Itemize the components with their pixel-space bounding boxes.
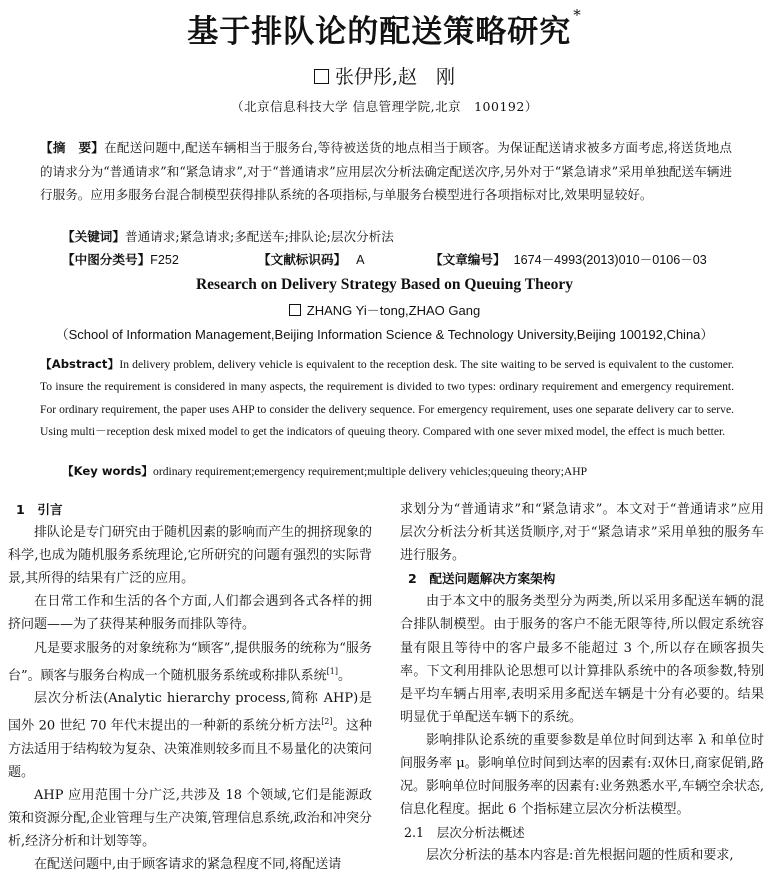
- paragraph: 在日常工作和生活的各个方面,人们都会遇到各式各样的拥挤问题——为了获得某种服务而排队等待。: [8, 594, 372, 633]
- authors-text: 张伊彤,赵 刚: [334, 66, 456, 88]
- art-group: [430, 249, 707, 268]
- subsection-heading: 2.1 层次分析法概述: [404, 825, 525, 841]
- classification-line: [62, 249, 742, 268]
- title-footnote-mark: *: [573, 6, 582, 24]
- keywords-cn-label: 【关键词】: [62, 229, 125, 244]
- section-heading: 2 配送问题解决方案架构: [408, 571, 556, 587]
- authors-en: [0, 300, 769, 319]
- paragraph-text-end: 。这种方法适用于结构较为复杂、决策准则较多而且不易量化的决策问题。: [8, 718, 373, 780]
- keywords-en-text: ordinary requirement;emergency requirement;multiple delivery vehicles;queuing theory;AHP: [153, 465, 588, 478]
- clc-value: F252: [150, 253, 179, 267]
- art-value: 1674－4993(2013)010－0106－03: [513, 253, 707, 267]
- clc-label: 【中图分类号】: [62, 252, 151, 267]
- citation-ref: [1]: [326, 666, 338, 676]
- title-text: 基于排队论的配送策略研究: [187, 14, 572, 50]
- keywords-cn: [62, 226, 394, 245]
- citation-ref: [2]: [321, 717, 333, 727]
- art-label: 【文章编号】: [430, 252, 506, 267]
- keywords-cn-text: 普通请求;紧急请求;多配送车;排队论;层次分析法: [124, 229, 394, 244]
- section-heading: 1 引言: [16, 502, 63, 517]
- affiliation-en: （School of Information Management,Beijing Information Science & Technology University,Beijing 100192,China）: [55, 327, 714, 342]
- clc-group: [62, 249, 258, 268]
- authors-en-text: ZHANG Yi－tong,ZHAO Gang: [306, 303, 481, 318]
- title-en: Research on Delivery Strategy Based on Queuing Theory: [195, 276, 573, 293]
- box-mark-icon: [289, 304, 301, 316]
- paragraph: 求划分为“普通请求”和“紧急请求”。本文对于“普通请求”应用层次分析法分析其送货顺序,对于“紧急请求”采用单独的服务车进行服务。: [400, 502, 764, 564]
- box-mark-icon: [314, 69, 329, 84]
- abstract-cn-text: 在配送问题中,配送车辆相当于服务台,等待被送货的地点相当于顾客。为保证配送请求被多方面考虑,将送货地点的请求分为“普通请求”和“紧急请求”,对于“普通请求”应用层次分析法确定配送次序,另外对于“紧急请求”采用单独配送车辆进行服务。应用多服务台混合制模型获得排队系统的各项指标,与单服务台模型进行各项指标对比,效果明显较好。: [40, 140, 732, 202]
- abstract-cn-label: 【摘 要】: [40, 140, 105, 155]
- paragraph: 由于本文中的服务类型分为两类,所以采用多配送车辆的混合排队制模型。由于服务的客户不能无限等待,所以假定系统容量有限且等待中的客户最多不能超过 3 个,所以存在顾客损失率。下文利用排队论思想可以计算排队系统中的各项参数,特别是平均车辆占用率,表明采用多配送车辆是十分有必要的。结果明显优于单配送车辆下的系统。: [400, 594, 764, 725]
- affiliation: （北京信息科技大学 信息管理学院,北京 100192）: [231, 99, 538, 114]
- paragraph: 在配送问题中,由于顾客请求的紧急程度不同,将配送请: [34, 857, 342, 873]
- paragraph-text-end: 。: [338, 667, 352, 683]
- paragraph-text: 凡是要求服务的对象统称为“顾客”,提供服务的统称为“服务台”。顾客与服务台构成一个随机服务系统或称排队系统: [8, 640, 372, 683]
- abstract-en: [40, 353, 734, 444]
- paragraph: 影响排队论系统的重要参数是单位时间到达率 λ 和单位时间服务率 μ。影响单位时间到达率的因素有:双休日,商家促销,路况。影响单位时间服务率的因素有:业务熟悉水平,车辆空余状态,信息化程度。据此 6 个指标建立层次分析法模型。: [400, 732, 764, 818]
- paragraph: 排队论是专门研究由于随机因素的影响而产生的拥挤现象的科学,也成为随机服务系统理论,它所研究的问题有强烈的实际背景,其所得的结果有广泛的应用。: [8, 525, 373, 587]
- body-right-column: [400, 498, 764, 868]
- paragraph: [8, 687, 372, 784]
- keywords-en: [62, 463, 587, 479]
- body-left-column: [8, 498, 372, 876]
- authors: [0, 62, 769, 89]
- doc-label: 【文献标识码】: [258, 252, 347, 267]
- paragraph: AHP 应用范围十分广泛,共涉及 18 个领域,它们是能源政策和资源分配,企业管理与生产决策,管理信息系统,政治和冲突分析,经济分析和计划等等。: [8, 787, 372, 849]
- paragraph: [8, 637, 372, 688]
- paragraph-text: 层次分析法(Analytic hierarchy process,简称 AHP)是国外 20 世纪 70 年代末提出的一种新的系统分析方法: [8, 691, 372, 734]
- abstract-cn: [40, 136, 732, 207]
- paper-title: [0, 6, 769, 51]
- doc-value: A: [356, 253, 365, 267]
- keywords-en-label: 【Key words】: [62, 464, 154, 478]
- paragraph: 层次分析法的基本内容是:首先根据问题的性质和要求,: [426, 848, 734, 864]
- abstract-en-text: In delivery problem, delivery vehicle is equivalent to the reception desk. The site waiting to be served is equivalent to the customer. To insure the requirement is considered in many aspects, the requirement is divided to two types: ordinary requirement and emergency requirement. For ordinary requirement, the paper uses AHP to consider the delivery sequence. For emergency requirement, uses one separate delivery car to serve. Using multi－reception desk mixed model to get the indicators of queuing theory. Compared with one sever mixed model, the effect is much better.: [40, 358, 735, 439]
- abstract-en-label: 【Abstract】: [40, 357, 120, 371]
- doc-group: [258, 249, 430, 268]
